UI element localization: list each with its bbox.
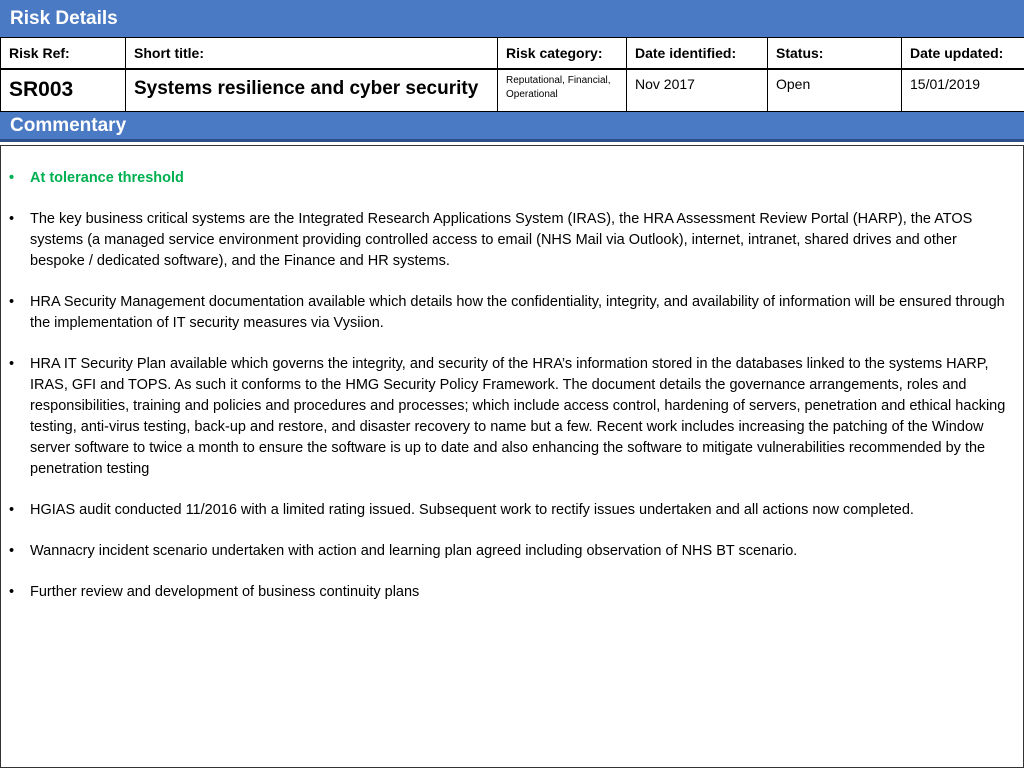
bullet-icon: • xyxy=(9,356,15,372)
risk-table-header-row xyxy=(1,38,1024,69)
list-item xyxy=(9,209,1013,272)
risk-ref-value: SR003 xyxy=(1,69,126,112)
list-item xyxy=(9,541,1013,562)
col-header-risk-ref: Risk Ref: xyxy=(1,38,126,69)
col-header-risk-category: Risk category: xyxy=(498,38,627,69)
list-item-text: At tolerance threshold xyxy=(30,170,184,186)
short-title-value: Systems resilience and cyber security xyxy=(126,69,498,112)
risk-category-value: Reputational, Financial, Operational xyxy=(498,69,627,112)
commentary-list xyxy=(9,168,1013,623)
commentary-header xyxy=(0,112,1024,142)
risk-details-title: Risk Details xyxy=(10,7,118,29)
commentary-title: Commentary xyxy=(10,114,127,136)
list-item-tolerance-status xyxy=(9,168,1013,189)
list-item-text: HRA Security Management documentation available which details how the confidentiality, integrity, and availability of information will be ensured through the implementation of IT security measures via Vysiion. xyxy=(30,294,1005,331)
list-item xyxy=(9,354,1013,480)
bullet-icon: • xyxy=(9,584,15,600)
date-identified-value: Nov 2017 xyxy=(627,69,768,112)
bullet-icon: • xyxy=(9,502,15,518)
col-header-date-updated: Date updated: xyxy=(902,38,1024,69)
col-header-status: Status: xyxy=(768,38,902,69)
list-item-text: HGIAS audit conducted 11/2016 with a limited rating issued. Subsequent work to rectify issues undertaken and all actions now completed. xyxy=(30,502,914,518)
list-item xyxy=(9,582,1013,603)
list-item xyxy=(9,500,1013,521)
list-item-text: HRA IT Security Plan available which governs the integrity, and security of the HRA’s information stored in the databases linked to the systems HARP, IRAS, GFI and TOPS. As such it conforms to the HMG Security Policy Framework. The document details the governance arrangements, roles and responsibilities, training and policies and procedures and processes; which include access control, hardening of servers, penetration and ethical hacking testing, anti-virus testing, back-up and restore, and disaster recovery to name but a few. Recent work includes increasing the patching of the Window server software to twice a month to ensure the software is up to date and also enhancing the software to mitigate vulnerabilities recommended by the penetration testing xyxy=(30,356,1006,477)
bullet-icon: • xyxy=(9,294,15,310)
list-item-text: The key business critical systems are the Integrated Research Applications System (IRAS), the HRA Assessment Review Portal (HARP), the ATOS systems (a managed service environment providing controlled access to email (NHS Mail via Outlook), internet, intranet, shared drives and other bespoke / dedicated software), and the Finance and HR systems. xyxy=(30,211,973,269)
date-updated-value: 15/01/2019 xyxy=(902,69,1024,112)
list-item-text: Further review and development of business continuity plans xyxy=(30,584,420,600)
bullet-icon: • xyxy=(9,170,15,186)
risk-table-value-row xyxy=(1,69,1024,112)
list-item xyxy=(9,292,1013,334)
col-header-short-title: Short title: xyxy=(126,38,498,69)
status-value: Open xyxy=(768,69,902,112)
col-header-date-identified: Date identified: xyxy=(627,38,768,69)
bullet-icon: • xyxy=(9,211,15,227)
risk-details-table xyxy=(0,37,1024,112)
commentary-box xyxy=(0,145,1024,768)
bullet-icon: • xyxy=(9,543,15,559)
risk-details-header xyxy=(0,0,1024,37)
list-item-text: Wannacry incident scenario undertaken with action and learning plan agreed including observation of NHS BT scenario. xyxy=(30,543,798,559)
